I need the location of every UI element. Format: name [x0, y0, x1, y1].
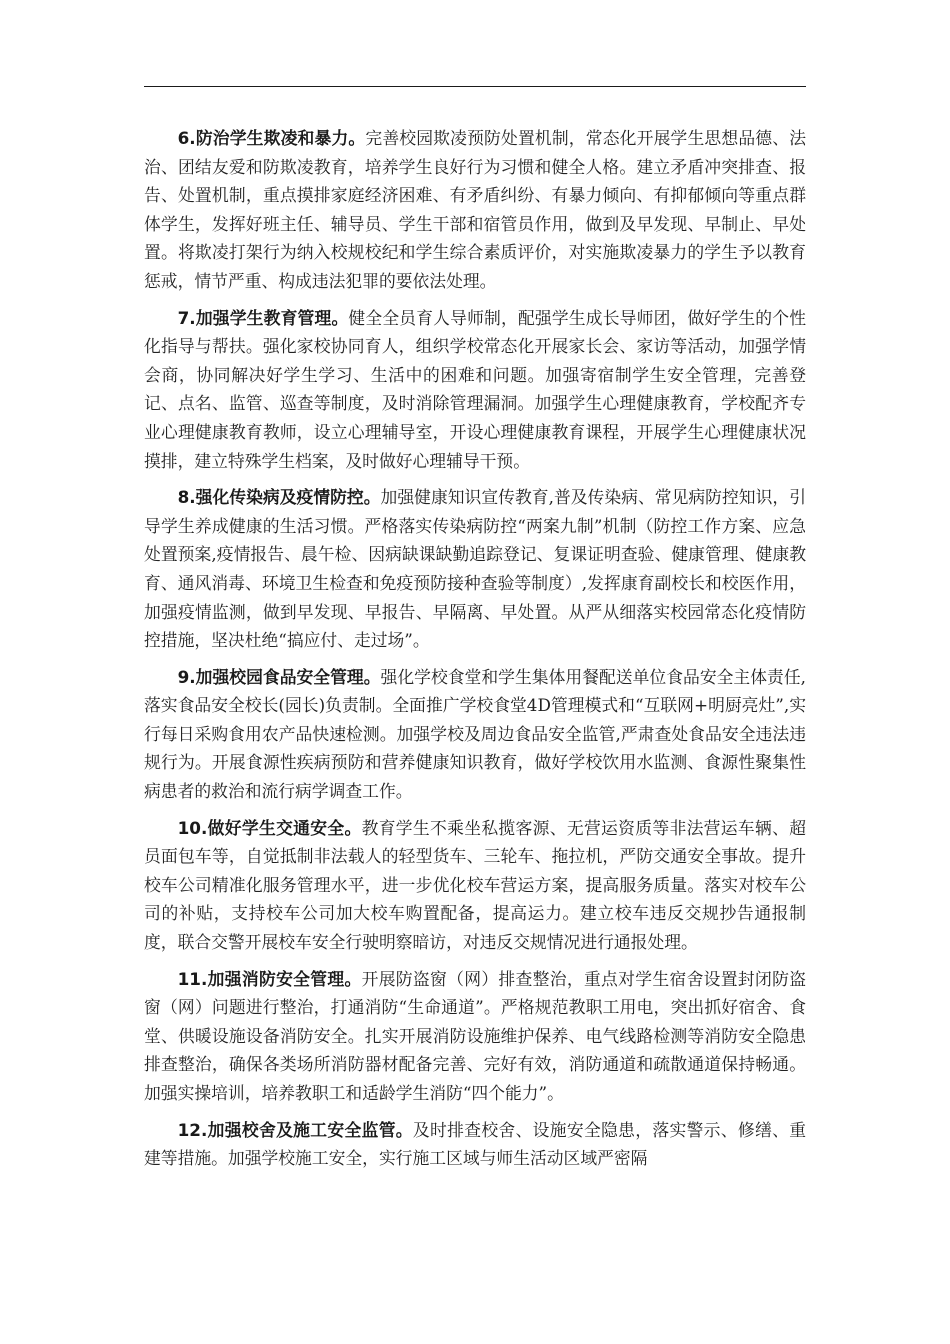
paragraph-title: 12.加强校舍及施工安全监管。 — [177, 1119, 413, 1140]
paragraph-7-student-management — [144, 304, 806, 476]
paragraph-9-food-safety — [144, 663, 806, 806]
paragraph-title: 8.强化传染病及疫情防控。 — [177, 487, 381, 508]
paragraph-text: 健全全员育人导师制，配强学生成长导师团，做好学生的个性化指导与帮扶。强化家校协同育人，组织学校常态化开展家长会、家访等活动，加强学情会商，协同解决好学生学习、生活中的困难和问题。加强寄宿制学生安全管理，完善登记、点名、监管、巡查等制度，及时消除管理漏洞。加强学生心理健康教育，学校配齐专业心理健康教育教师，设立心理辅导室，开设心理健康教育课程，开展学生心理健康状况摸排，建立特殊学生档案，及时做好心理辅导干预。 — [144, 307, 806, 471]
document-body — [144, 124, 806, 1181]
paragraph-title: 7.加强学生教育管理。 — [177, 307, 349, 328]
paragraph-text: 及时排查校舍、设施安全隐患，落实警示、修缮、重建等措施。加强学校施工安全，实行施工区域与师生活动区域严密隔 — [144, 1119, 806, 1169]
paragraph-text: 开展防盗窗（网）排查整治，重点对学生宿舍设置封闭防盗窗（网）问题进行整治，打通消防“生命通道”。严格规范教职工用电，突出抓好宿舍、食堂、供暖设施设备消防安全。扎实开展消防设施维护保养、电气线路检测等消防安全隐患排查整治，确保各类场所消防器材配备完善、完好有效，消防通道和疏散通道保持畅通。加强实操培训，培养教职工和适龄学生消防“四个能力”。 — [144, 968, 806, 1103]
paragraph-title: 10.做好学生交通安全。 — [177, 817, 362, 838]
paragraph-title: 9.加强校园食品安全管理。 — [177, 666, 381, 687]
paragraph-title: 6.防治学生欺凌和暴力。 — [177, 128, 366, 148]
paragraph-text: 教育学生不乘坐私揽客源、无营运资质等非法营运车辆、超员面包车等，自觉抵制非法载人的轻型货车、三轮车、拖拉机，严防交通安全事故。提升校车公司精准化服务管理水平，进一步优化校车营运方案，提高服务质量。落实对校车公司的补贴，支持校车公司加大校车购置配备，提高运力。建立校车违反交规抄告通报制度，联合交警开展校车安全行驶明察暗访，对违反交规情况进行通报处理。 — [144, 817, 806, 953]
paragraph-text: 强化学校食堂和学生集体用餐配送单位食品安全主体责任,落实食品安全校长(园长)负责制。全面推广学校食堂4D管理模式和“互联网+明厨亮灶”,实行每日采购食用农产品快速检测。加强学校及周边食品安全监管,严肃查处食品安全违法违规行为。开展食源性疾病预防和营养健康知识教育，做好学校饮用水监测、食源性聚集性病患者的救治和流行病学调查工作。 — [144, 666, 806, 802]
paragraph-6-bullying-prevention — [144, 124, 806, 296]
header-rule — [144, 86, 806, 87]
paragraph-8-epidemic-control — [144, 483, 806, 655]
paragraph-title: 11.加强消防安全管理。 — [177, 968, 362, 989]
paragraph-11-fire-safety — [144, 965, 806, 1108]
paragraph-text: 加强健康知识宣传教育,普及传染病、常见病防控知识，引导学生养成健康的生活习惯。严格落实传染病防控“两案九制”机制（防控工作方案、应急处置预案,疫情报告、晨午检、因病缺课缺勤追踪登记、复课证明查验、健康管理、健康教育、通风消毒、环境卫生检查和免疫预防接种查验等制度）,发挥康育副校长和校医作用，加强疫情监测，做到早发现、早报告、早隔离、早处置。从严从细落实校园常态化疫情防控措施，坚决杜绝“搞应付、走过场”。 — [144, 487, 806, 651]
paragraph-10-traffic-safety — [144, 814, 806, 957]
paragraph-12-construction-safety — [144, 1116, 806, 1173]
paragraph-text: 完善校园欺凌预防处置机制，常态化开展学生思想品德、法治、团结友爱和防欺凌教育，培养学生良好行为习惯和健全人格。建立矛盾冲突排查、报告、处置机制，重点摸排家庭经济困难、有矛盾纠纷、有暴力倾向、有抑郁倾向等重点群体学生，发挥好班主任、辅导员、学生干部和宿管员作用，做到及早发现、早制止、早处置。将欺凌打架行为纳入校规校纪和学生综合素质评价，对实施欺凌暴力的学生予以教育惩戒，情节严重、构成违法犯罪的要依法处理。 — [144, 128, 806, 291]
